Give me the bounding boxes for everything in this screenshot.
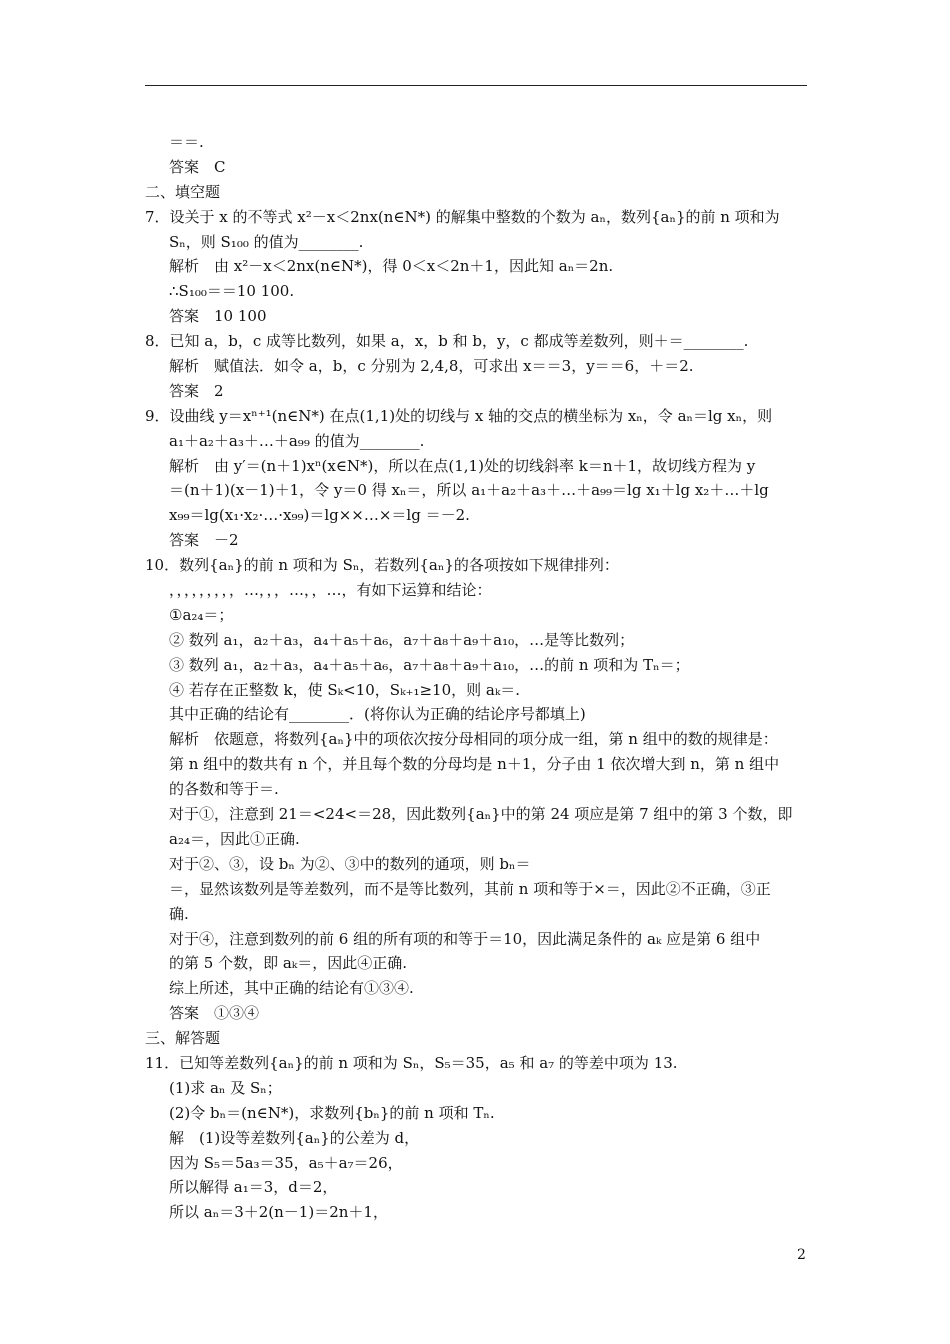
text-line: 8．已知 a，b，c 成等比数列，如果 a，x，b 和 b，y，c 都成等差数列，则＋＝________. (145, 332, 749, 351)
text-line: 答案 2 (169, 381, 224, 400)
text-line: 综上所述，其中正确的结论有①③④. (169, 979, 414, 998)
text-line: 对于①，注意到 21＝<24<＝28，因此数列{aₙ}中的第 24 项应是第 7 组中的第 3 个数，即 (169, 805, 793, 824)
text-line: a₂₄＝，因此①正确. (169, 829, 300, 848)
text-line: 9．设曲线 y＝xⁿ⁺¹(n∈N*) 在点(1,1)处的切线与 x 轴的交点的横坐标为 xₙ，令 aₙ＝lg xₙ，则 (145, 406, 773, 425)
text-line: (2)令 bₙ＝(n∈N*)，求数列{bₙ}的前 n 项和 Tₙ. (169, 1103, 495, 1122)
text-line: 答案 ①③④ (169, 1004, 260, 1023)
text-line: 7．设关于 x 的不等式 x²－x＜2nx(n∈N*) 的解集中整数的个数为 aₙ，数列{aₙ}的前 n 项和为 (145, 207, 780, 226)
document-body (145, 130, 813, 1225)
text-line: 三、解答题 (145, 1029, 221, 1048)
text-line: 11．已知等差数列{aₙ}的前 n 项和为 Sₙ，S₅＝35，a₅ 和 a₇ 的等差中项为 13. (145, 1053, 678, 1072)
text-line: 第 n 组中的数共有 n 个，并且每个数的分母均是 n＋1，分子由 1 依次增大到 n，第 n 组中 (169, 755, 780, 774)
text-line: ② 数列 a₁，a₂＋a₃，a₄＋a₅＋a₆，a₇＋a₈＋a₉＋a₁₀，…是等比数列； (169, 630, 635, 649)
text-line: 因为 S₅＝5a₃＝35，a₅＋a₇＝26， (169, 1153, 403, 1172)
text-line: 答案 －2 (169, 531, 239, 550)
page-number: 2 (797, 1247, 806, 1263)
text-line: 二、填空题 (145, 182, 221, 201)
header-rule (145, 85, 807, 86)
text-line: 对于②、③，设 bₙ 为②、③中的数列的通项，则 bₙ＝ (169, 854, 531, 873)
text-line: 确. (169, 904, 189, 923)
text-line: 其中正确的结论有________．(将你认为正确的结论序号都填上) (169, 705, 586, 724)
text-line: (1)求 aₙ 及 Sₙ； (169, 1078, 282, 1097)
text-line: ①a₂₄＝； (169, 605, 234, 624)
text-line: 所以解得 a₁＝3，d＝2， (169, 1178, 338, 1197)
text-line: ＝(n＋1)(x－1)＋1，令 y＝0 得 xₙ＝，所以 a₁＋a₂＋a₃＋…＋a₉₉＝lg x₁＋lg x₂＋…＋lg (169, 481, 769, 500)
text-line: 解 (1)设等差数列{aₙ}的公差为 d， (169, 1128, 420, 1147)
text-line: ④ 若存在正整数 k，使 Sₖ<10，Sₖ₊₁≥10，则 aₖ＝. (169, 680, 521, 699)
text-line: ＝＝. (169, 133, 204, 151)
text-line: 对于④，注意到数列的前 6 组的所有项的和等于＝10，因此满足条件的 aₖ 应是第 6 组中 (169, 929, 761, 948)
text-line: ③ 数列 a₁，a₂＋a₃，a₄＋a₅＋a₆，a₇＋a₈＋a₉＋a₁₀，…的前 n 项和为 Tₙ＝； (169, 655, 690, 674)
text-line: 所以 aₙ＝3＋2(n－1)＝2n＋1， (169, 1203, 388, 1222)
text-line: Sₙ，则 S₁₀₀ 的值为________. (169, 232, 364, 251)
text-line: 10．数列{aₙ}的前 n 项和为 Sₙ，若数列{aₙ}的各项按如下规律排列： (145, 556, 619, 575)
text-line: ，，，，，，，，，…，，，…，，…，有如下运算和结论： (169, 581, 492, 600)
text-line: x₉₉＝lg(x₁·x₂·…·x₉₉)＝lg××…×＝lg ＝－2. (169, 506, 470, 525)
text-line: 解析 由 y′＝(n＋1)xⁿ(x∈N*)，所以在点(1,1)处的切线斜率 k＝n＋1，故切线方程为 y (169, 456, 756, 475)
text-line: 的第 5 个数，即 aₖ＝，因此④正确. (169, 954, 408, 973)
text-line: ＝，显然该数列是等差数列，而不是等比数列，其前 n 项和等于×＝，因此②不正确，③正 (169, 879, 771, 898)
text-line: 答案 C (169, 157, 226, 176)
text-line: 解析 由 x²－x＜2nx(n∈N*)，得 0＜x＜2n＋1，因此知 aₙ＝2n. (169, 257, 614, 276)
text-line: 的各数和等于＝. (169, 780, 279, 799)
text-line: 解析 赋值法．如令 a，b，c 分别为 2,4,8，可求出 x＝＝3，y＝＝6，＋＝2. (169, 357, 694, 376)
text-line: a₁＋a₂＋a₃＋…＋a₉₉ 的值为________. (169, 431, 425, 450)
text-line: ∴S₁₀₀＝＝10 100. (169, 282, 295, 301)
text-line: 解析 依题意，将数列{aₙ}中的项依次按分母相同的项分成一组，第 n 组中的数的规律是： (169, 730, 778, 749)
text-line: 答案 10 100 (169, 307, 267, 326)
